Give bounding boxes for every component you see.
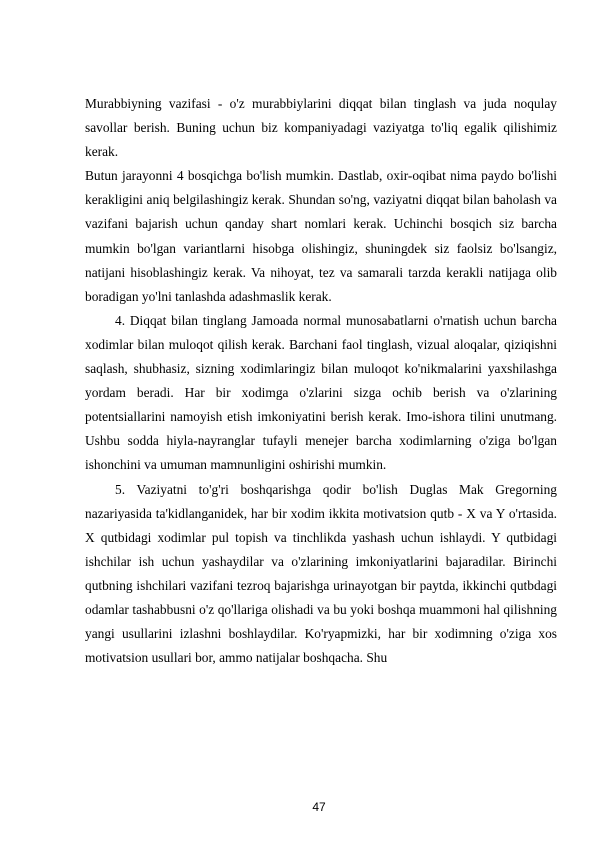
page-number: 47 [312,800,326,814]
paragraph: 4. Diqqat bilan tinglang Jamoada normal munosabatlarni o'rnatish uchun barcha xodimlar bilan muloqot qilish kerak. Barchani faol tinglash, vizual aloqalar, qiziqishni saqlash, shubhasiz, sizning xodimlaringiz bilan muloqot ko'nikmalarini yaxshilashga yordam beradi. Har bir xodimga o'zlarini sizga ochib berish va o'zlarining potentsiallarini namoyish etish imkoniyatini berish kerak. Imo-ishora tilini unutmang. Ushbu sodda hiyla-nayranglar tufayli menejer barcha xodimlarning o'ziga bo'lgan ishonchini va umuman mamnunligini oshirishi mumkin. [85,312,557,473]
paragraph: 5. Vaziyatni to'g'ri boshqarishga qodir bo'lish Duglas Mak Gregorning nazariyasida ta'kidlanganidek, har bir xodim ikkita motivatsion qutb - X va Y o'rtasida. X qutbidagi xodimlar pul topish va tinchlikda yashash uchun ishlaydi. Y qutbidagi ishchilar ish uchun yashaydilar va o'zlarining imkoniyatlarini bajaradilar. Birinchi qutbning ishchilari vazifani tezroq bajarishga urinayotgan bir paytda, ikkinchi qutbdagi odamlar tashabbusni o'z qo'llariga olishadi va bu yoki boshqa muammoni hal qilishning yangi usullarini izlashni boshlaydilar. Ko'ryapmizki, har bir xodimning o'ziga xos motivatsion usullari bor, ammo natijalar boshqacha. Shu [85,481,557,666]
paragraph: Murabbiyning vazifasi - o'z murabbiylarini diqqat bilan tinglash va juda noqulay savollar berish. Buning uchun biz kompaniyadagi vaziyatga to'liq egalik qilishimiz kerak. [85,96,557,160]
paragraph: Butun jarayonni 4 bosqichga bo'lish mumkin. Dastlab, oxir-oqibat nima paydo bo'lishi kerakligini aniq belgilashingiz kerak. Shundan so'ng, vaziyatni diqqat bilan baholash va vazifani bajarish uchun qanday shart nomlari kerak. Uchinchi bosqich siz barcha mumkin bo'lgan variantlarni hisobga olishingiz, shuningdek siz faolsiz bo'lsangiz, natijani hisoblashingiz kerak. Va nihoyat, tez va samarali tarzda kerakli natijaga olib boradigan yo'lni tanlashda adashmaslik kerak. [85,168,557,304]
document-body [85,92,557,670]
